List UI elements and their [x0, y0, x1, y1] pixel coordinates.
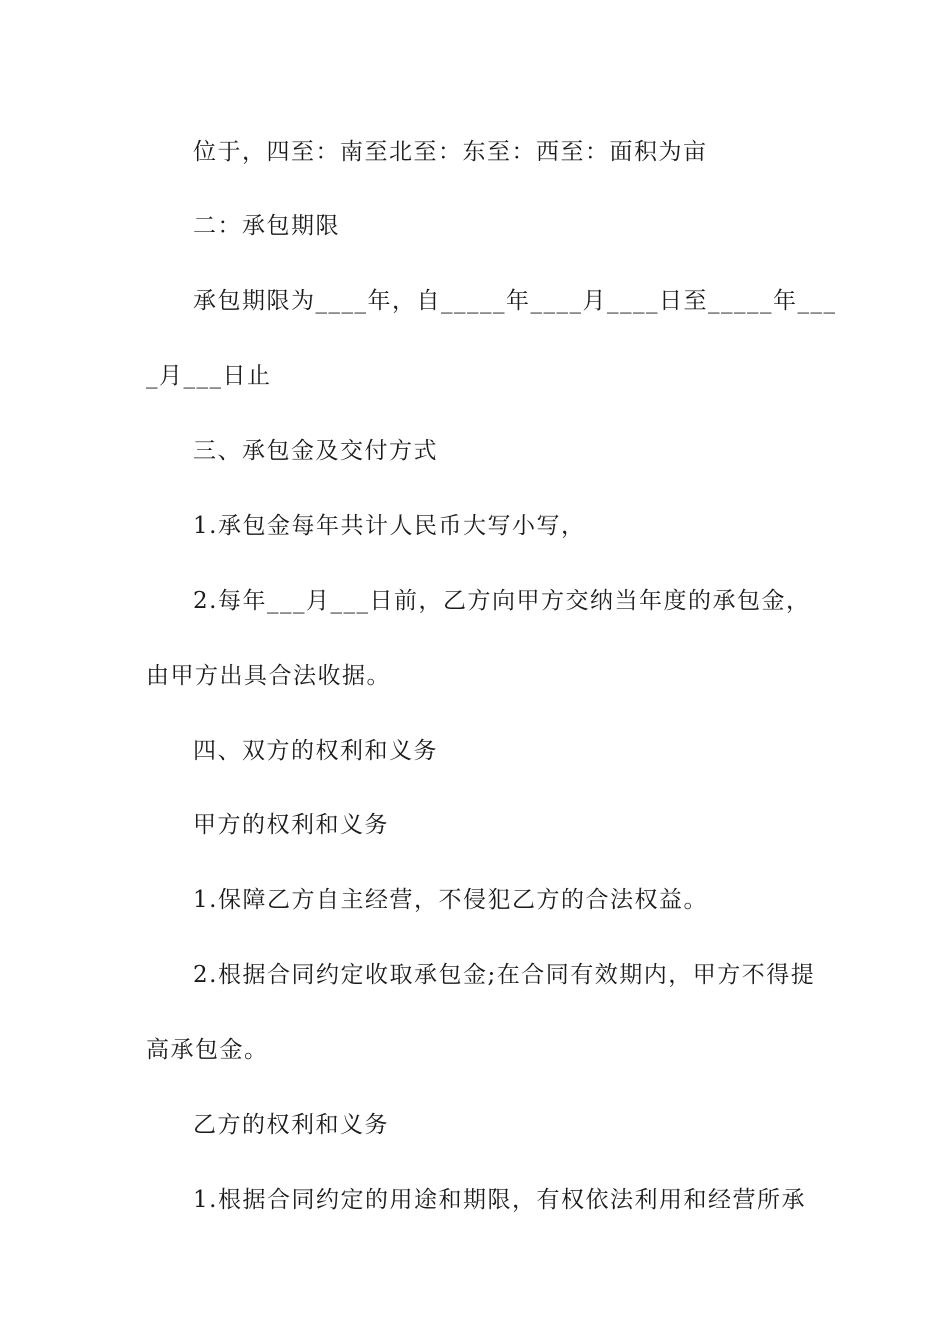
text-line-party-a-2: 2.根据合同约定收取承包金;在合同有效期内，甲方不得提	[193, 962, 816, 988]
text-line-party-a-2-cont: 高承包金。	[146, 1037, 269, 1063]
text-line-term-period: 承包期限为____年，自_____年____月____日至_____年___	[193, 288, 837, 314]
text-line-payment-amount: 1.承包金每年共计人民币大写小写，	[193, 513, 586, 539]
text-line-receipt: 由甲方出具合法收据。	[146, 663, 391, 689]
text-line-payment-date: 2.每年___月___日前，乙方向甲方交纳当年度的承包金，	[193, 588, 811, 614]
text-line-term-end: _月___日止	[146, 363, 272, 389]
section-heading-payment: 三、承包金及交付方式	[193, 438, 438, 464]
section-heading-term: 二：承包期限	[193, 213, 340, 239]
section-heading-rights: 四、双方的权利和义务	[193, 738, 438, 764]
text-line-party-b-1: 1.根据合同约定的用途和期限，有权依法利用和经营所承	[193, 1187, 806, 1213]
text-line-party-a-1: 1.保障乙方自主经营，不侵犯乙方的合法权益。	[193, 887, 708, 913]
subheading-party-b: 乙方的权利和义务	[193, 1112, 389, 1138]
subheading-party-a: 甲方的权利和义务	[193, 812, 389, 838]
text-line-location: 位于，四至：南至北至：东至：西至：面积为亩	[193, 139, 708, 165]
